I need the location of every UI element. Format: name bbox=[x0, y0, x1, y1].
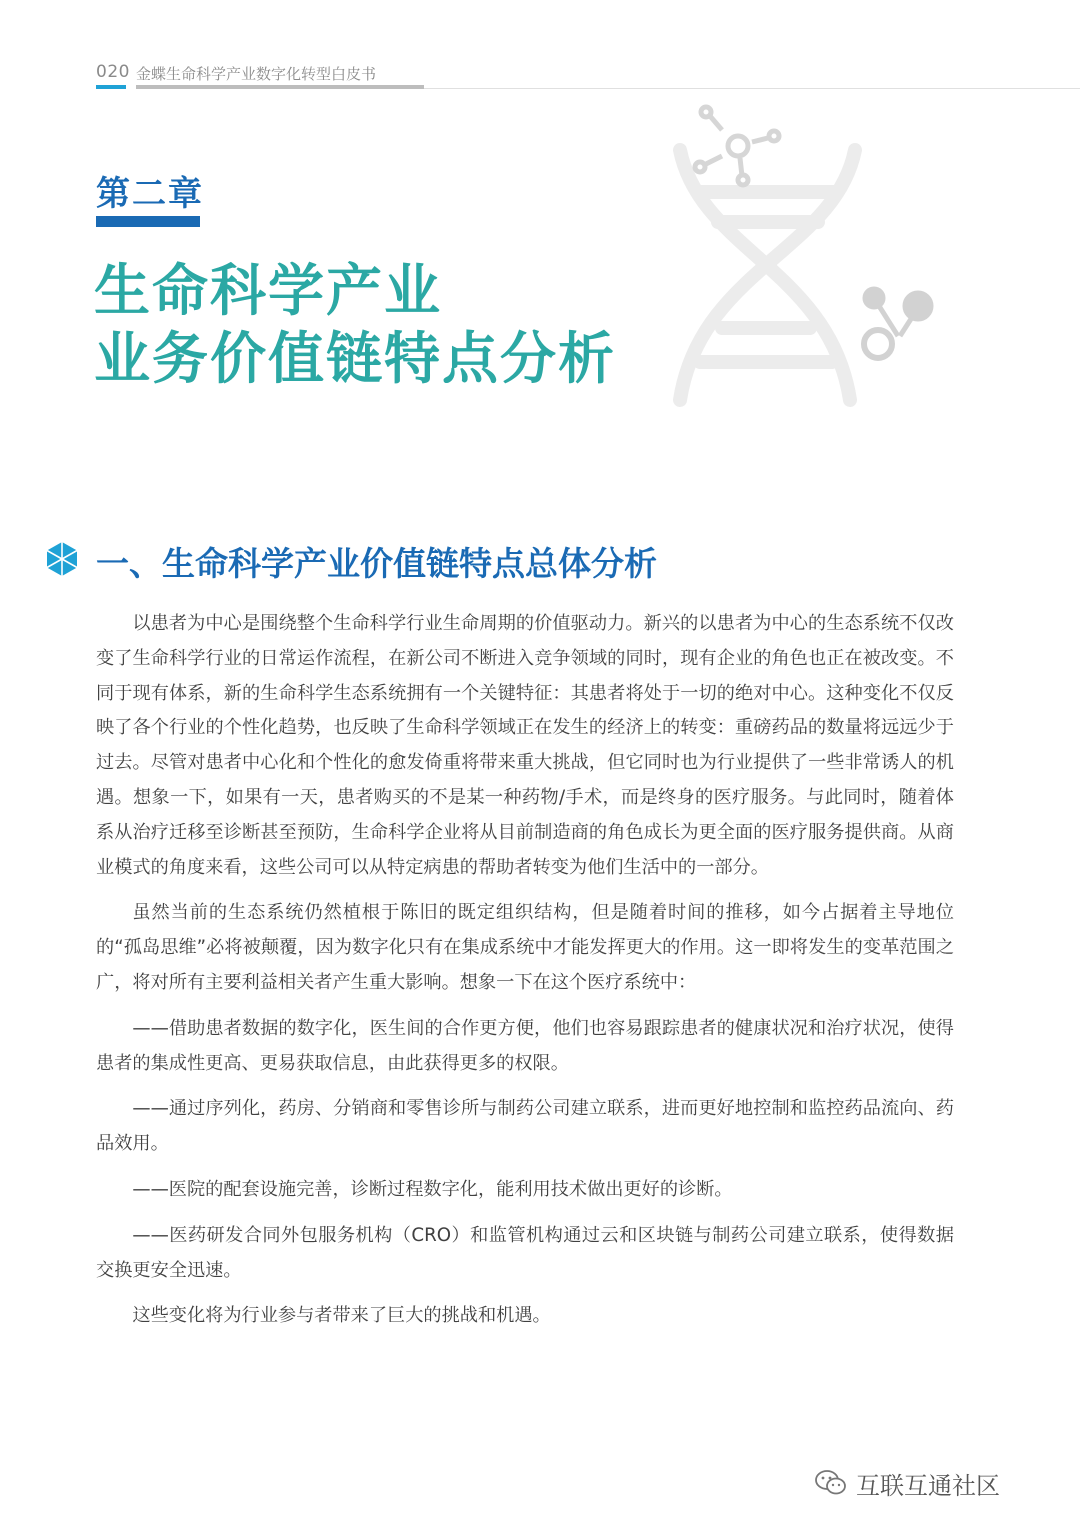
paragraph: ——医药研发合同外包服务机构（CRO）和监管机构通过云和区块链与制药公司建立联系，使得数据交换更安全迅速。 bbox=[96, 1224, 954, 1281]
chapter-title bbox=[94, 258, 616, 394]
paragraph: 虽然当前的生态系统仍然植根于陈旧的既定组织结构，但是随着时间的推移，如今占据着主导地位的“孤岛思维”必将被颠覆，因为数字化只有在集成系统中才能发挥更大的作用。这一即将发生的变革范围之广，将对所有主要利益相关者产生重大影响。想象一下在这个医疗系统中： bbox=[96, 902, 954, 993]
dna-molecule-icon bbox=[660, 100, 960, 430]
chapter-underline bbox=[96, 216, 200, 227]
header-accent-blue bbox=[96, 85, 126, 89]
document-title: 金蝶生命科学产业数字化转型白皮书 bbox=[136, 65, 377, 83]
page-number: 020 bbox=[96, 62, 130, 82]
section-title: 一、生命科学产业价值链特点总体分析 bbox=[96, 544, 657, 583]
chapter-label: 第二章 bbox=[96, 174, 204, 214]
hexagon-cube-icon bbox=[44, 541, 80, 577]
brand-name: 互联互通社区 bbox=[856, 1472, 1000, 1500]
paragraph: ——医院的配套设施完善，诊断过程数字化，能利用技术做出更好的诊断。 bbox=[132, 1178, 733, 1200]
footer-watermark bbox=[814, 1462, 1044, 1502]
header-accent-gray bbox=[136, 85, 424, 89]
chapter-title-line1: 生命科学产业 bbox=[94, 259, 442, 324]
paragraph: 这些变化将为行业参与者带来了巨大的挑战和机遇。 bbox=[132, 1305, 551, 1327]
page-header bbox=[96, 58, 1080, 92]
paragraph: ——通过序列化，药房、分销商和零售诊所与制药公司建立联系，进而更好地控制和监控药品流向、药品效用。 bbox=[96, 1098, 954, 1155]
paragraph: 以患者为中心是围绕整个生命科学行业生命周期的价值驱动力。新兴的以患者为中心的生态系统不仅改变了生命科学行业的日常运作流程，在新公司不断进入竞争领域的同时，现有企业的角色也正在被改变。不同于现有体系，新的生命科学生态系统拥有一个关键特征：其患者将处于一切的绝对中心。这种变化不仅反映了各个行业的个性化趋势，也反映了生命科学领域正在发生的经济上的转变：重磅药品的数量将远远少于过去。尽管对患者中心化和个性化的愈发倚重将带来重大挑战，但它同时也为行业提供了一些非常诱人的机遇。想象一下，如果有一天，患者购买的不是某一种药物/手术，而是终身的医疗服务。与此同时，随着体系从治疗迁移至诊断甚至预防，生命科学企业将从目前制造商的角色成长为更全面的医疗服务提供商。从商业模式的角度来看，这些公司可以从特定病患的帮助者转变为他们生活中的一部分。 bbox=[96, 613, 954, 878]
body-text bbox=[96, 607, 954, 1345]
paragraph: ——借助患者数据的数字化，医生间的合作更方便，他们也容易跟踪患者的健康状况和治疗状况，使得患者的集成性更高、更易获取信息，由此获得更多的权限。 bbox=[96, 1017, 954, 1074]
chapter-title-line2: 业务价值链特点分析 bbox=[94, 327, 616, 392]
wechat-icon bbox=[814, 1468, 848, 1498]
